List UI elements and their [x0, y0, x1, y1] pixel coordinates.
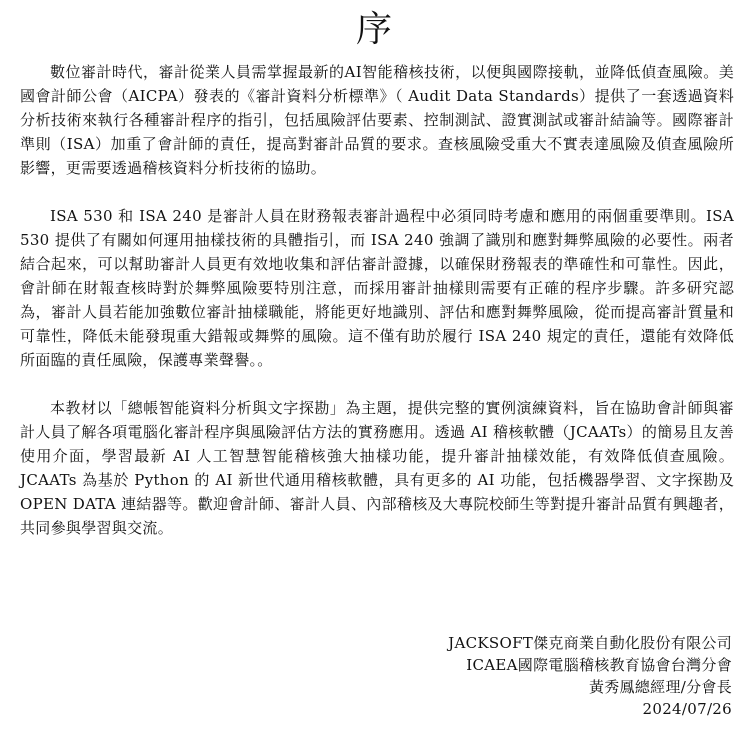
preface-body [20, 60, 734, 564]
paragraph-3: 本教材以「總帳智能資料分析與文字探勘」為主題，提供完整的實例演練資料，旨在協助會計師與審計人員了解各項電腦化審計程序與風險評估方法的實務應用。透過 AI 稽核軟體（JCAATs）的簡易且友善使用介面，學習最新 AI 人工智慧智能稽核強大抽樣功能，提升審計抽樣效能，有效降低偵查風險。JCAATs 為基於 Python 的 AI 新世代通用稽核軟體，具有更多的 AI 功能，包括機器學習、文字探勘及 OPEN DATA 連結器等。歡迎會計師、審計人員、內部稽核及大專院校師生等對提升審計品質有興趣者，共同參與學習與交流。 [20, 399, 734, 537]
page-title: 序 [355, 9, 394, 50]
signature-company: JACKSOFT傑克商業自動化股份有限公司 [448, 634, 732, 652]
signature-block [448, 632, 732, 720]
paragraph-2: ISA 530 和 ISA 240 是審計人員在財務報表審計過程中必須同時考慮和應用的兩個重要準則。ISA 530 提供了有關如何運用抽樣技術的具體指引，而 ISA 240 強調了識別和應對舞弊風險的必要性。兩者結合起來，可以幫助審計人員更有效地收集和評估審計證據，以確保財務報表的準確性和可靠性。因此，會計師在財報查核時對於舞弊風險要特別注意，而採用審計抽樣則需要有正確的程序步驟。許多研究認為，審計人員若能加強數位審計抽樣職能，將能更好地識別、評估和應對舞弊風險，從而提高審計質量和可靠性，降低未能發現重大錯報或舞弊的風險。這不僅有助於履行 ISA 240 規定的責任，還能有效降低所面臨的責任風險，保護專業聲譽。。 [20, 207, 734, 369]
paragraph-1: 數位審計時代，審計從業人員需掌握最新的AI智能稽核技術，以便與國際接軌，並降低偵查風險。美國會計師公會（AICPA）發表的《審計資料分析標準》（ Audit Data Standards）提供了一套透過資料分析技術來執行各種審計程序的指引，包括風險評估要素、控制測試、證實測試或審計結論等。國際審計準則（ISA）加重了會計師的責任，提高對審計品質的要求。查核風險受重大不實表達風險及偵查風險所影響，更需要透過稽核資料分析技術的協助。 [20, 63, 734, 177]
signature-date: 2024/07/26 [642, 700, 732, 718]
signature-association: ICAEA國際電腦稽核教育協會台灣分會 [466, 656, 732, 674]
signature-person: 黃秀鳳總經理/分會長 [588, 678, 732, 696]
